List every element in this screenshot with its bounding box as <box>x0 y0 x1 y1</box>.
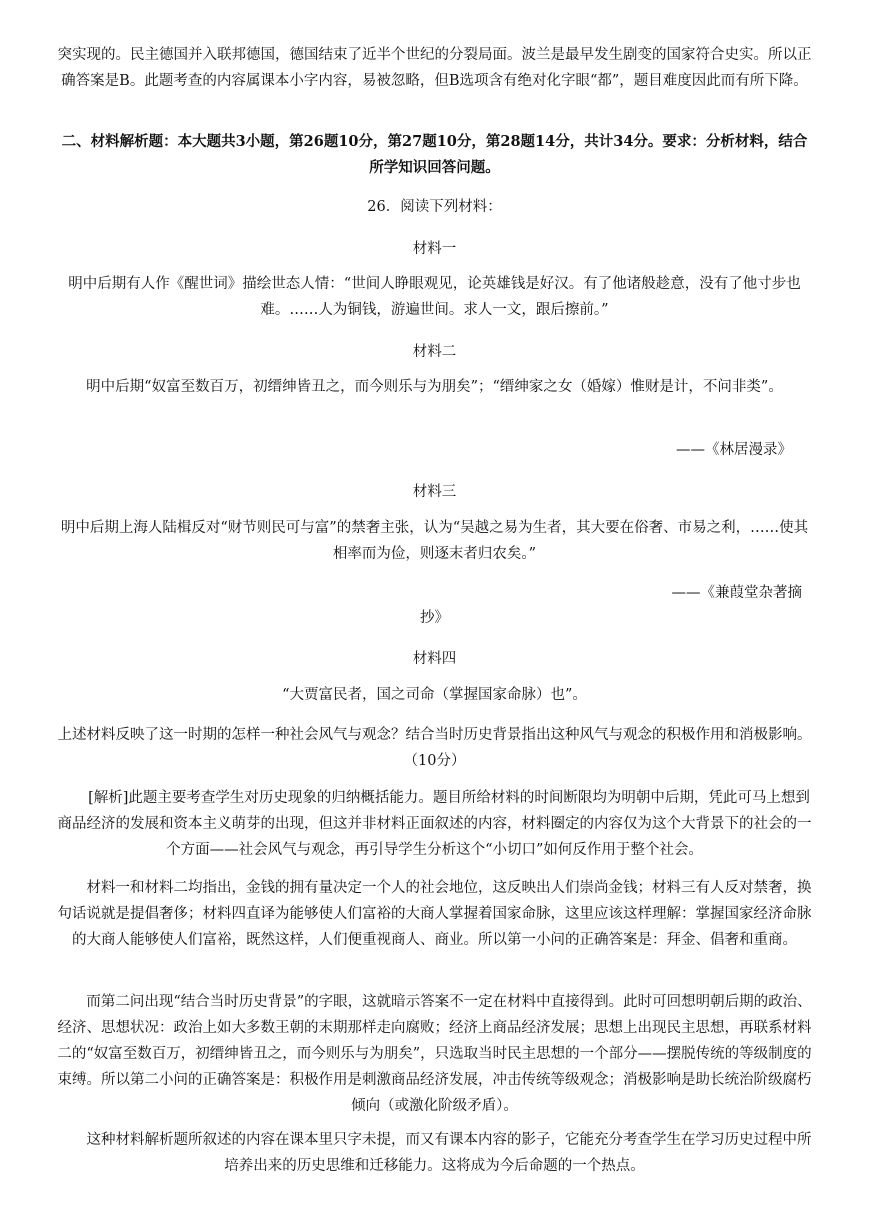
material-1-text: 明中后期有人作《醒世词》描绘世态人情：“世间人睁眼观见，论英雄钱是好汉。有了他诸般趁意，没有了他寸步也难。……人为铜钱，游遍世间。求人一文，跟后擦前。” <box>68 276 801 318</box>
analysis-paragraph-1: [解析]此题主要考查学生对历史现象的归纳概括能力。题目所给材料的时间断限均为明朝中后期，凭此可马上想到商品经济的发展和资本主义萌芽的出现，但这并非材料正面叙述的内容，材料圈定的内容仅为这个大背景下的社会的一个方面——社会风气与观念，再引导学生分析这个“小切口”如何反作用于整个社会。 <box>57 790 812 858</box>
material-2-label: 材料二 <box>412 344 457 360</box>
material-3-source-continued: 抄》 <box>420 610 449 626</box>
analysis-paragraph-2: 材料一和材料二均指出，金钱的拥有量决定一个人的社会地位，这反映出人们崇尚金钱；材料三有人反对禁奢，换句话说就是提倡奢侈；材料四直译为能够使人们富裕的大商人掌握着国家命脉，这里应该这样理解：掌握国家经济命脉的大商人能够使人们富裕，既然这样，人们便重视商人、商业。所以第一小问的正确答案是：拜金、倡奢和重商。 <box>57 880 812 948</box>
material-2-text: 明中后期“奴富至数百万，初缙绅皆丑之，而今则乐与为朋矣”；“缙绅家之女（婚嫁）惟财是计，不问非类”。 <box>86 379 783 395</box>
section-heading-material-analysis: 二、材料解析题：本大题共3小题，第26题10分，第27题10分，第28题14分，共计34分。要求：分析材料，结合所学知识回答问题。 <box>61 133 808 176</box>
material-4-text: “大贾富民者，国之司命（掌握国家命脉）也”。 <box>282 687 587 703</box>
question-26-task: 上述材料反映了这一时期的怎样一种社会风气与观念？结合当时历史背景指出这种风气与观念的积极作用和消极影响。（10分） <box>57 727 812 769</box>
material-1-label: 材料一 <box>412 241 457 257</box>
material-2-source: ——《林居漫录》 <box>676 442 792 458</box>
material-4-label: 材料四 <box>412 651 457 667</box>
material-3-text: 明中后期上海人陆楫反对“财节则民可与富”的禁奢主张，认为“吴越之易为生者，其大要在俗奢、市易之利，……使其相率而为俭，则逐末者归农矣。” <box>60 520 809 562</box>
material-3-source: ——《兼葭堂杂著摘 <box>671 585 802 601</box>
material-3-label: 材料三 <box>412 484 457 500</box>
analysis-paragraph-4: 这种材料解析题所叙述的内容在课本里只字未提，而又有课本内容的影子，它能充分考查学生在学习历史过程中所培养出来的历史思维和迁移能力。这将成为今后命题的一个热点。 <box>86 1132 812 1174</box>
question-26-prompt: 26．阅读下列材料： <box>367 199 502 215</box>
analysis-paragraph-3: 而第二问出现“结合当时历史背景”的字眼，这就暗示答案不一定在材料中直接得到。此时可回想明朝后期的政治、经济、思想状况：政治上如大多数王朝的末期那样走向腐败；经济上商品经济发展；思想上出现民主思想，再联系材料二的“奴富至数百万，初缙绅皆丑之，而今则乐与为朋矣”，只选取当时民主思想的一个部分——摆脱传统的等级制度的束缚。所以第二小问的正确答案是：积极作用是刺激商品经济发展，冲击传统等级观念；消极影响是助长统治阶级腐朽倾向（或激化阶级矛盾）。 <box>57 994 812 1114</box>
paragraph-answer-explanation-25: 突实现的。民主德国并入联邦德国，德国结束了近半个世纪的分裂局面。波兰是最早发生剧变的国家符合史实。所以正确答案是B。此题考查的内容属课本小字内容，易被忽略，但B选项含有绝对化字眼“都”，题目难度因此而有所下降。 <box>57 47 812 89</box>
